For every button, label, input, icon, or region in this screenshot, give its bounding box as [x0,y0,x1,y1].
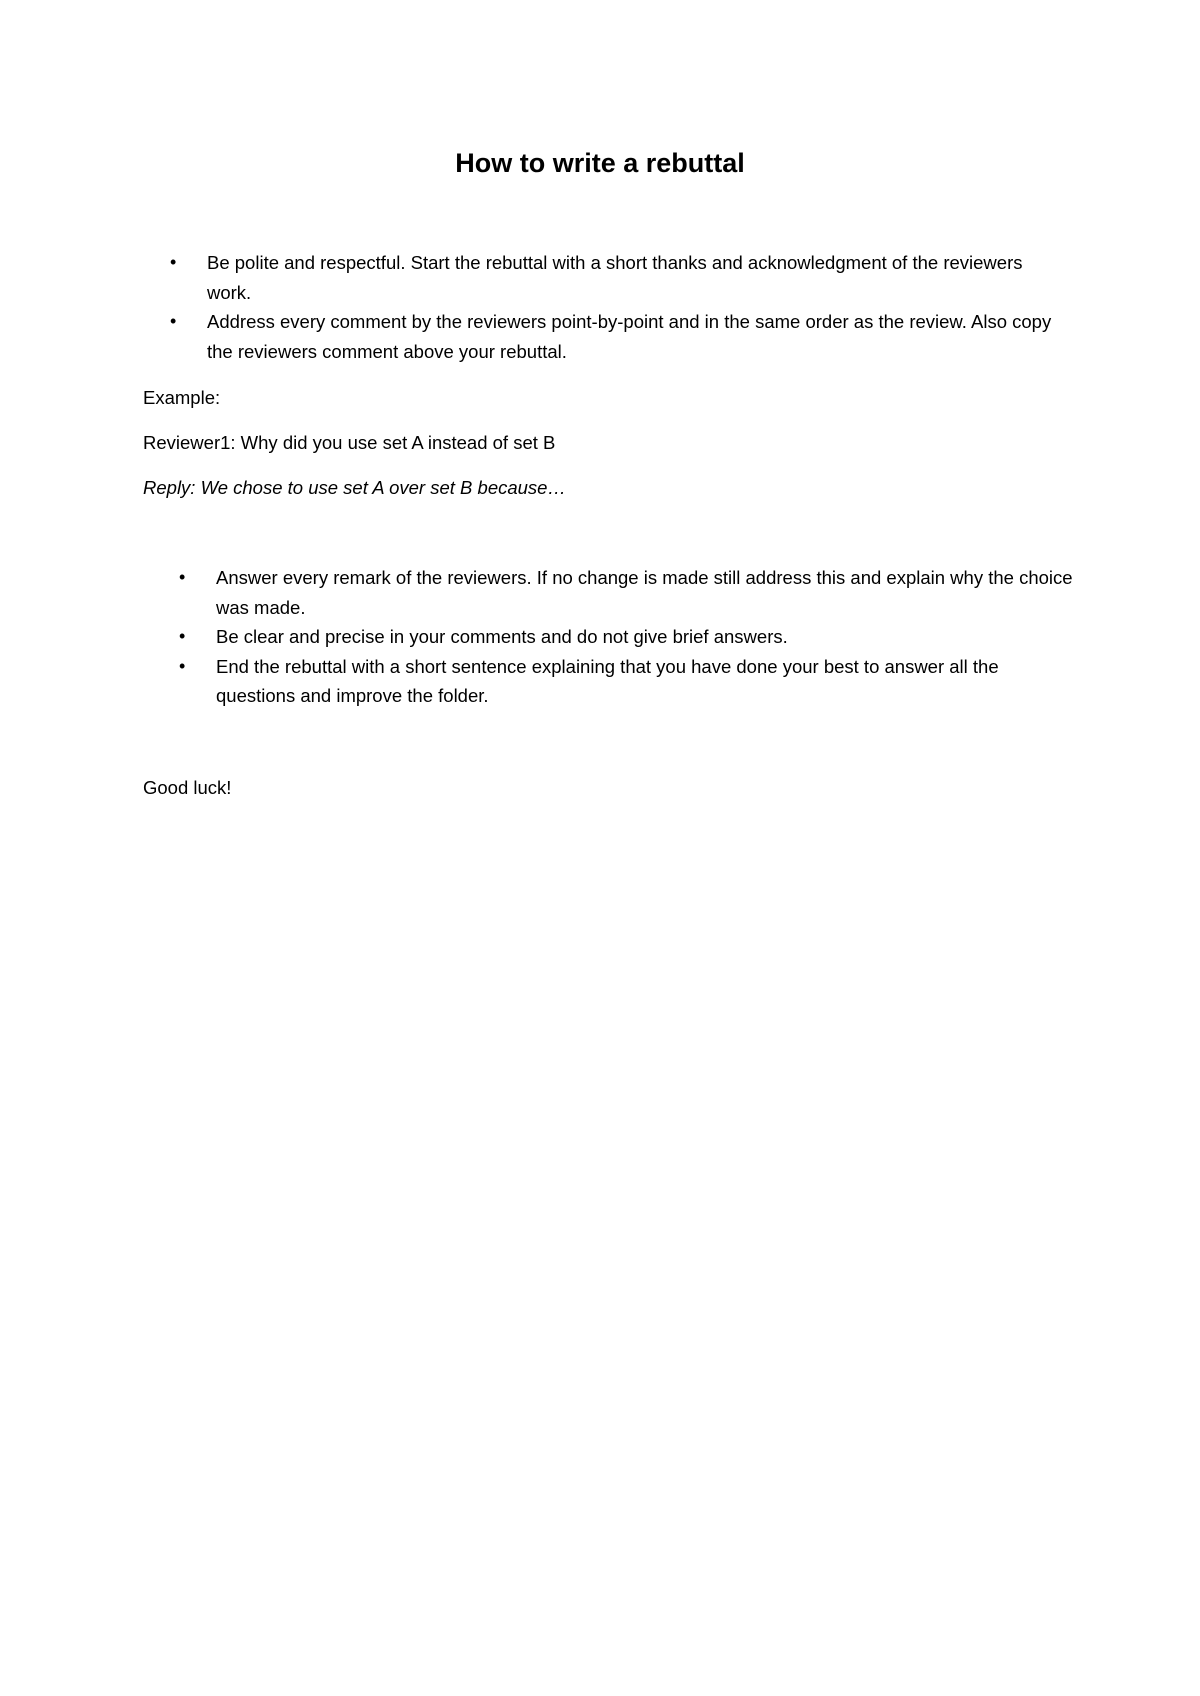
list-item-text: Be clear and precise in your comments and do not give brief answers. [216,626,788,647]
bullet-icon: • [179,567,186,587]
closing-text: Good luck! [143,777,232,798]
bullet-icon: • [170,252,177,272]
example-question: Reviewer1: Why did you use set A instead of set B [143,432,556,453]
example-label: Example: [143,387,221,408]
example-reply: Reply: We chose to use set A over set B because… [143,477,566,498]
guidelines-list-second [0,563,1076,711]
bullet-icon: • [170,311,177,331]
list-item [0,563,1076,622]
guidelines-list-first [0,248,1067,366]
list-item [0,652,1076,711]
list-item [0,622,1076,652]
list-item-text: End the rebuttal with a short sentence explaining that you have done your best to answer all the questions and improve the folder. [216,655,999,706]
bullet-icon: • [179,655,186,676]
list-item [0,307,1067,366]
list-item-text: Answer every remark of the reviewers. If no change is made still address this and explain why the choice was made. [216,567,1073,618]
list-item-text: Address every comment by the reviewers point-by-point and in the same order as the review. Also copy the reviewers comment above your rebuttal. [207,311,1052,362]
list-item [0,248,1067,307]
document-title: How to write a rebuttal [455,148,745,178]
list-item-text: Be polite and respectful. Start the rebuttal with a short thanks and acknowledgment of the reviewers work. [207,252,1023,303]
bullet-icon: • [179,626,186,646]
